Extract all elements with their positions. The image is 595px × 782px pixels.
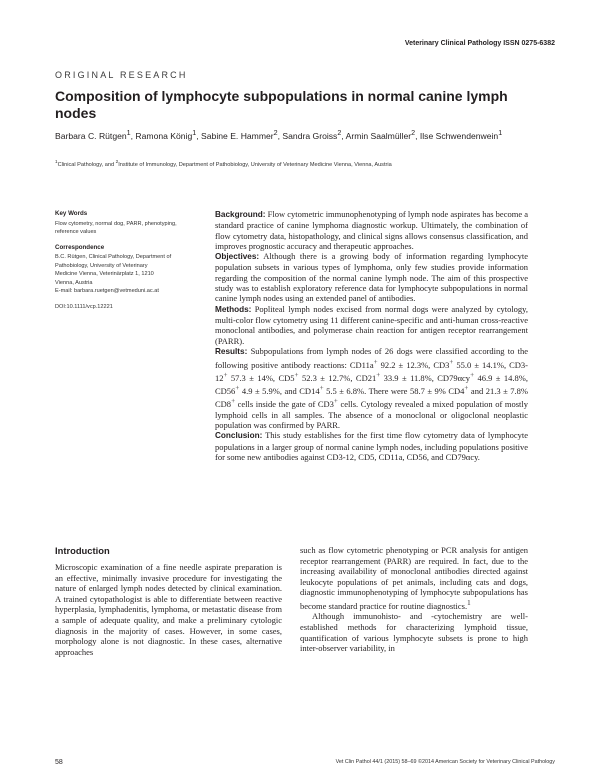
abstract-results bbox=[215, 346, 528, 430]
keywords-text: Flow cytometry, normal dog, PARR, phenotyping, reference values bbox=[55, 220, 177, 235]
correspondence-line: Medicine Vienna, Veterinärplatz 1, 1210 bbox=[55, 271, 154, 277]
keywords-heading: Key Words bbox=[55, 210, 88, 217]
body-column-right bbox=[300, 545, 528, 654]
author-affiliation-sup: 2 bbox=[411, 129, 416, 137]
keywords-block bbox=[55, 210, 200, 237]
author-name: Ilse Schwendenwein bbox=[419, 130, 499, 141]
abstract-results-heading: Results: bbox=[215, 346, 248, 356]
author-name: Ramona König bbox=[135, 130, 193, 141]
abstract-methods-heading: Methods: bbox=[215, 304, 252, 314]
abstract-objectives bbox=[215, 251, 528, 303]
author-affiliation-sup: 1 bbox=[192, 129, 197, 137]
correspondence-block bbox=[55, 244, 200, 296]
affiliation-1: Clinical Pathology, and bbox=[57, 161, 116, 168]
author-name: Armin Saalmüller bbox=[345, 130, 412, 141]
author-affiliation-sup: 2 bbox=[337, 129, 342, 137]
abstract-conclusion-text: This study establishes for the first time flow cytometry data of lymphocyte populations in a larger group of normal canine lymph nodes, including populations positive for some new antibodies against CD3-12, CD5, CD11a, CD56, and CD79αcy. bbox=[215, 430, 528, 462]
author-affiliation-sup: 2 bbox=[273, 129, 278, 137]
abstract-results-text: Subpopulations from lymph nodes of 26 dogs were classified according to the following positive antibody reactions: CD11a+ 92.2 ± 12.3%, CD3+ 55.0 ± 14.1%, CD3-12+ 57.3 ± 14%, CD5+ 52.3 ± 12.7%, CD21+ 33.9 ± 11.8%, CD79αcy+ 46.9 ± 14.8%, CD56+ 4.9 ± 5.9%, and CD14+ 5.5 ± 6.8%. There were 58.7 ± 9% CD4+ and 21.3 ± 7.8% CD8+ cells inside the gate of CD3+ cells. Cytology revealed a mixed population of mostly lymphoid cells in all samples. The absence of a monoclonal or oligoclonal neoplastic population was confirmed by PARR. bbox=[215, 345, 529, 430]
abstract-conclusion bbox=[215, 430, 528, 462]
abstract-background bbox=[215, 209, 528, 251]
body-column-left bbox=[55, 562, 282, 657]
abstract bbox=[215, 209, 528, 462]
intro-paragraph-3: Although immunohisto- and -cytochemistry are well-established methods for characterizing lymphoid tissue, quantification of various lymphocyte subsets is prone to high inter-observer variability, in bbox=[300, 611, 528, 654]
author-affiliation-sup: 1 bbox=[498, 129, 503, 137]
correspondence-line: Vienna, Austria bbox=[55, 279, 93, 286]
abstract-methods-text: Popliteal lymph nodes excised from normal dogs were analyzed by cytology, multi-color flow cytometry using 11 different canine-specific and anti-human cross-reactive monoclonal antibodies, and polymerase chain reaction for antigen receptor rearrangement (PARR). bbox=[215, 303, 529, 346]
abstract-conclusion-heading: Conclusion: bbox=[215, 431, 263, 441]
introduction-heading: Introduction bbox=[55, 545, 110, 556]
abstract-background-heading: Background: bbox=[215, 210, 266, 219]
intro-paragraph-1: Microscopic examination of a fine needle aspirate preparation is an effective, minimally invasive procedure for investigating the nature of enlarged lymph nodes detected by clinical examination. A trained cytopathologist is able to differentiate between reactive hyperplasia, lymphadenitis, lymphoma, or metastatic disease from a sample of adequate quality, and make a preliminary cytologic diagnosis in the majority of cases. However, in some cases, morphology alone is not diagnostic. In these cases, alternative approaches bbox=[55, 562, 282, 657]
page-number: 58 bbox=[55, 759, 63, 766]
author-name: Sabine E. Hammer bbox=[201, 130, 274, 141]
abstract-background-text: Flow cytometric immunophenotyping of lymph node aspirates has become a standard practice of canine lymphoma diagnostic workup. Ultimately, the combination of flow cytometry data, histopathology, and clinical signs allows consensus classification, and improves prognostic accuracy and therapeutic approaches. bbox=[215, 209, 528, 251]
abstract-objectives-text: Although there is a growing body of information regarding lymphocyte population subsets in various types of lymphoma, only few studies provide information regarding the composition of the normal canine lymph node. The aim of this prospective study was to establish exploratory reference data for lymphocyte subpopulations in normal canine lymph nodes using an extended panel of antibodies. bbox=[215, 251, 529, 304]
affiliation-sup-1: 1 bbox=[55, 159, 58, 164]
abstract-methods bbox=[215, 304, 528, 346]
affiliation-sup-2: 2 bbox=[115, 159, 119, 164]
affiliation-2: Institute of Immunology, Department of Pathobiology, University of Veterinary Medicine Vienna, Vienna, Austria bbox=[118, 161, 392, 168]
article-title: Composition of lymphocyte subpopulations in normal canine lymph nodes bbox=[55, 88, 508, 121]
doi-link[interactable]: DOI:10.1111/vcp.12221 bbox=[55, 303, 113, 310]
author-name: Barbara C. Rütgen bbox=[55, 130, 127, 141]
author-list: Barbara C. Rütgen$^1$, Ramona König$^1$, Sabine E. Hammer$^2$, Sandra Groiss$^2$, Armin Saalmüller$^2$, Ilse Schwendenwein$^1$ bbox=[55, 129, 503, 141]
intro-paragraph-2: such as flow cytometric phenotyping or PCR analysis for antigen receptor rearrangement (PARR) are required. In fact, due to the increasing availability of monoclonal antibodies directed against leukocyte populations of pet animals, including cats and dogs, diagnostic immunophenotyping of lymphocyte subpopulations has become standard practice for routine diagnostics.$^1$ bbox=[300, 545, 528, 611]
journal-header: Veterinary Clinical Pathology ISSN 0275-6382 bbox=[404, 40, 555, 47]
correspondence-line: B.C. Rütgen, Clinical Pathology, Department of bbox=[55, 254, 172, 260]
footer-citation: Vet Clin Pathol 44/1 (2015) 58–69 ©2014 American Society for Veterinary Clinical Pathology bbox=[335, 759, 555, 765]
author-name: Sandra Groiss bbox=[282, 130, 338, 141]
author-affiliation-sup: 1 bbox=[126, 129, 131, 137]
correspondence-line: Pathobiology, University of Veterinary bbox=[55, 262, 148, 269]
correspondence-heading: Correspondence bbox=[55, 243, 105, 251]
correspondence-email[interactable]: E-mail: barbara.ruetgen@vetmeduni.ac.at bbox=[55, 288, 159, 294]
abstract-objectives-heading: Objectives: bbox=[215, 252, 260, 262]
affiliations bbox=[55, 158, 535, 169]
doi-block bbox=[55, 303, 200, 312]
section-label: ORIGINAL RESEARCH bbox=[55, 70, 188, 80]
article-meta bbox=[55, 210, 200, 318]
